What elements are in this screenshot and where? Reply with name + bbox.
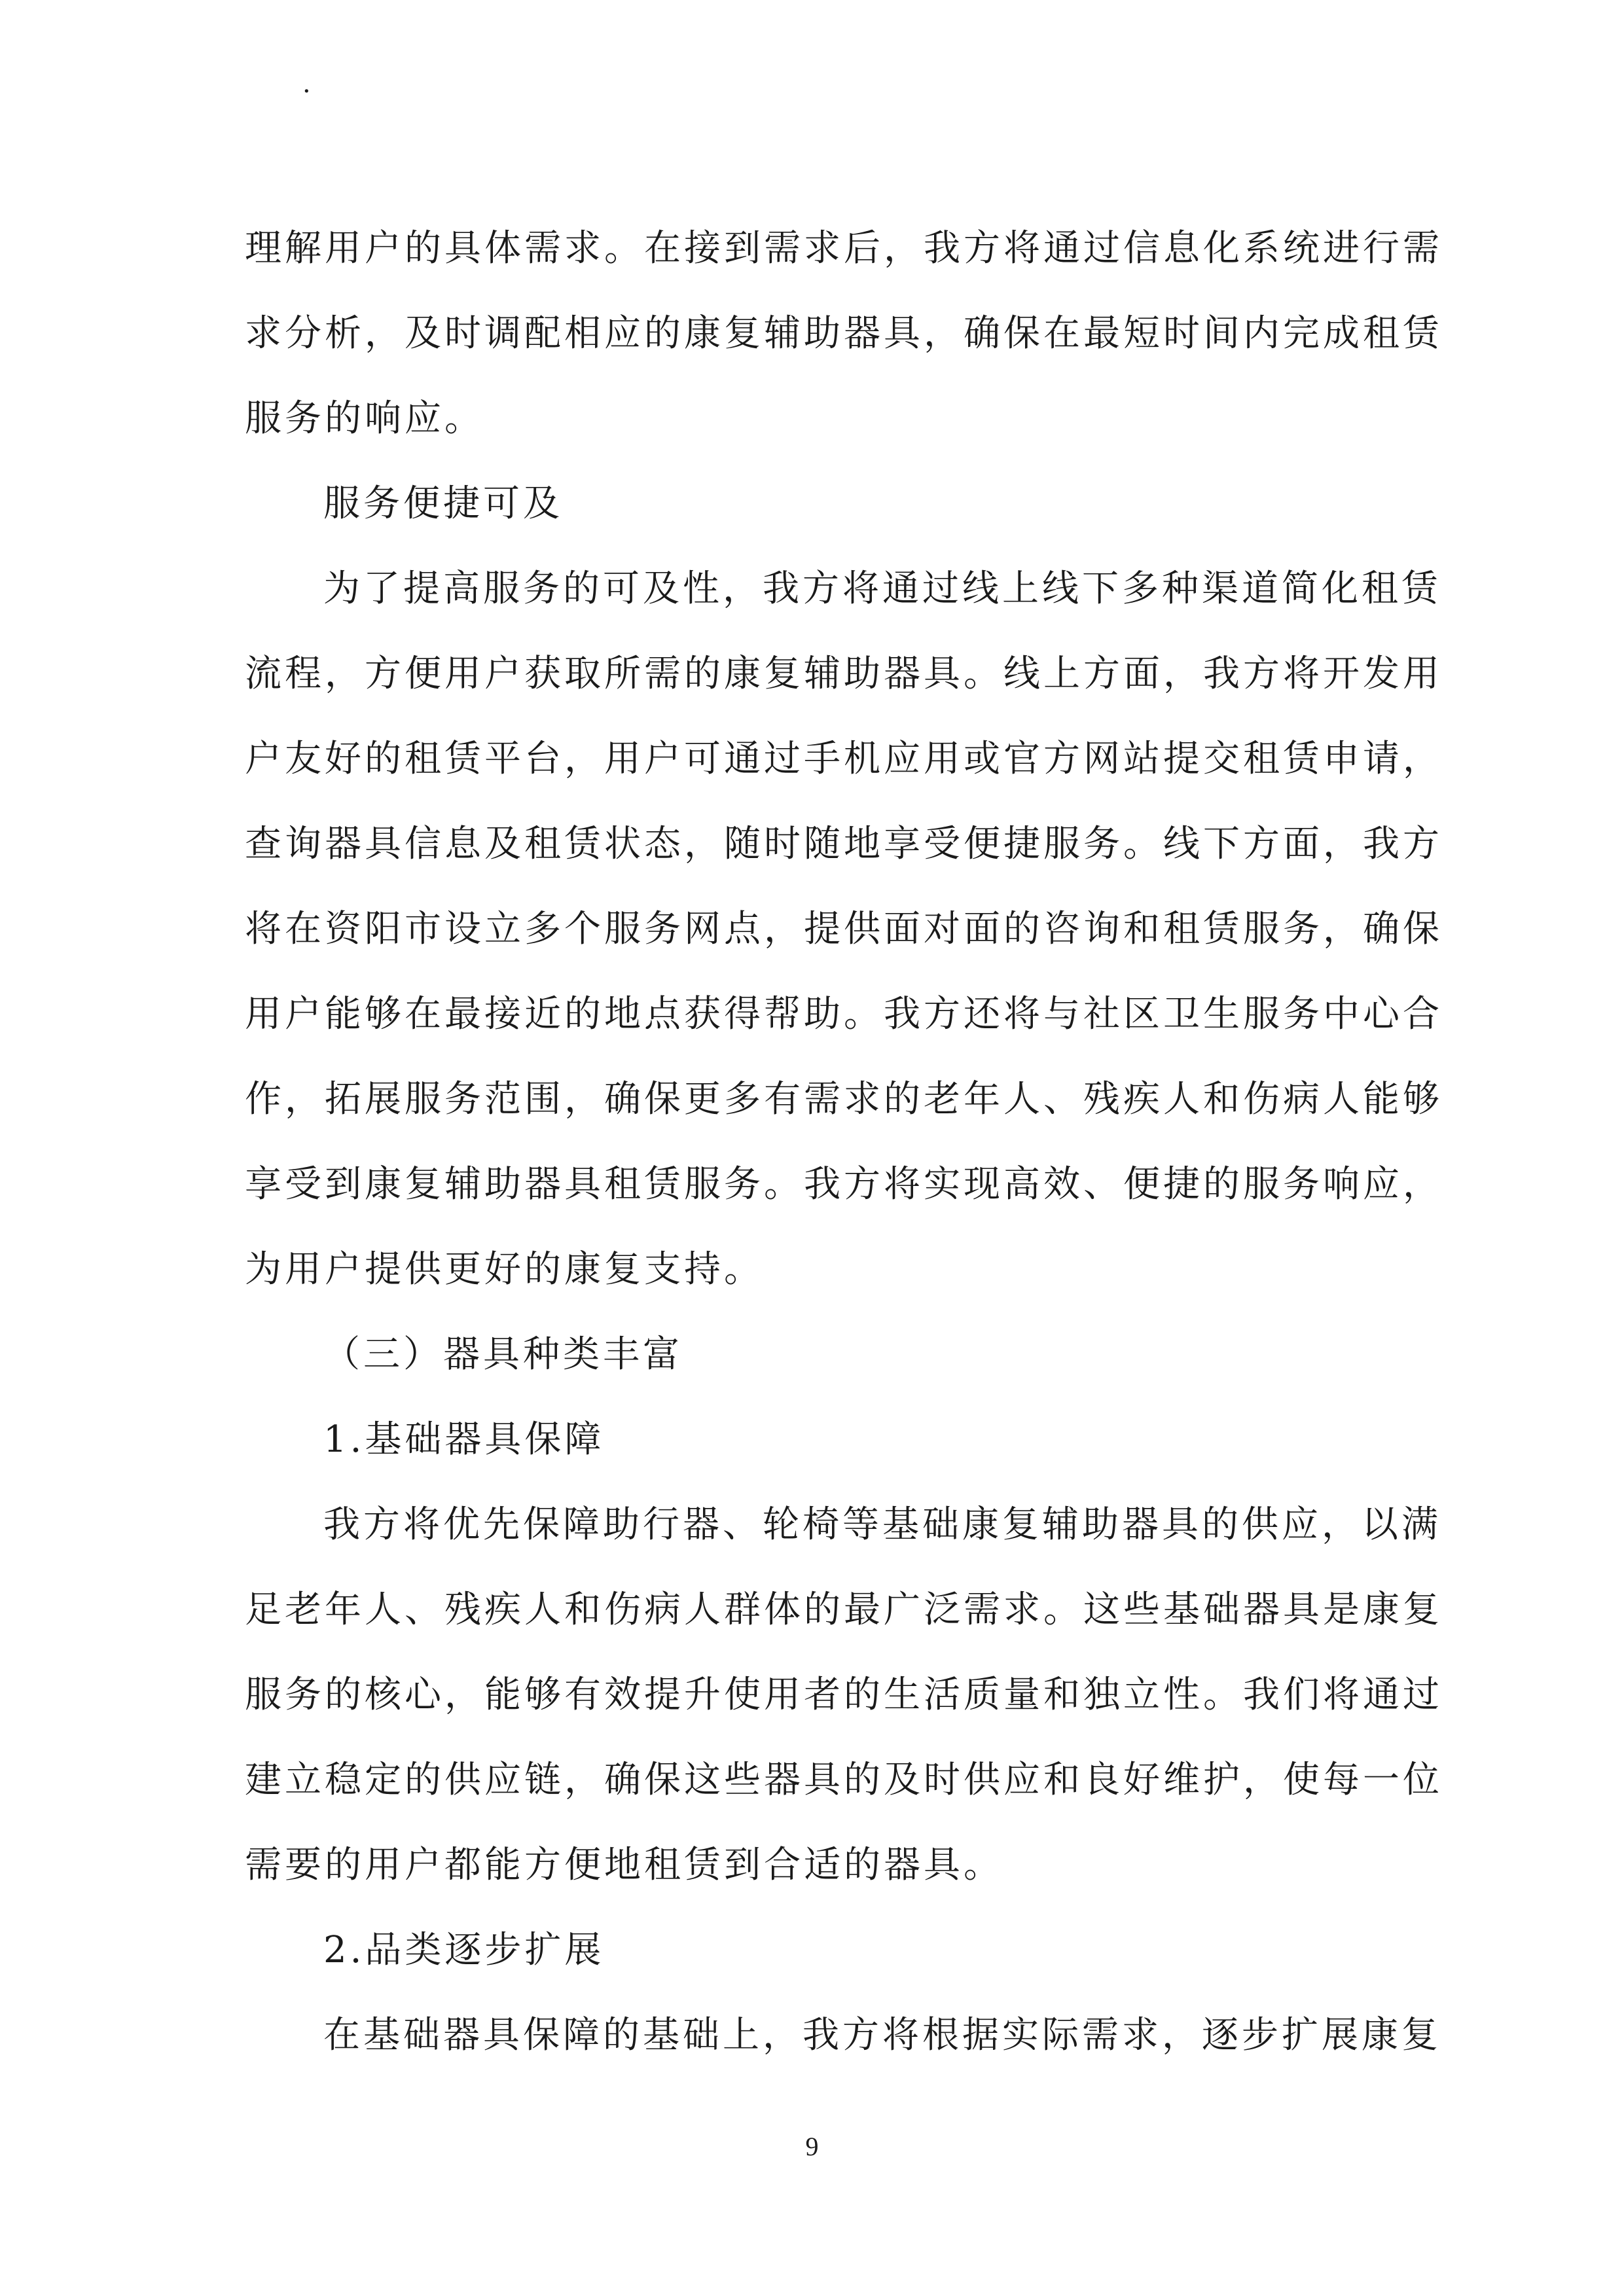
text-line: 求分析，及时调配相应的康复辅助器具，确保在最短时间内完成租赁 <box>245 312 1443 355</box>
text-line: 建立稳定的供应链，确保这些器具的及时供应和良好维护，使每一位 <box>245 1759 1443 1801</box>
text-line: （三）器具种类丰富 <box>323 1333 683 1376</box>
text-line: 户友好的租赁平台，用户可通过手机应用或官方网站提交租赁申请， <box>245 738 1443 780</box>
header-marker: · <box>302 77 311 107</box>
text-line: 服务的核心，能够有效提升使用者的生活质量和独立性。我们将通过 <box>245 1674 1443 1716</box>
text-line: 享受到康复辅助器具租赁服务。我方将实现高效、便捷的服务响应， <box>245 1163 1443 1206</box>
text-line: 需要的用户都能方便地租赁到合适的器具。 <box>245 1844 1003 1886</box>
text-line: 用户能够在最接近的地点获得帮助。我方还将与社区卫生服务中心合 <box>245 993 1443 1035</box>
text-line: 作，拓展服务范围，确保更多有需求的老年人、残疾人和伤病人能够 <box>245 1078 1443 1121</box>
text-line: 在基础器具保障的基础上，我方将根据实际需求，逐步扩展康复 <box>323 2014 1441 2056</box>
text-line: 2.品类逐步扩展 <box>323 1929 605 1971</box>
text-line: 为了提高服务的可及性，我方将通过线上线下多种渠道简化租赁 <box>323 567 1441 610</box>
text-line: 为用户提供更好的康复支持。 <box>245 1248 764 1291</box>
text-line: 足老年人、残疾人和伤病人群体的最广泛需求。这些基础器具是康复 <box>245 1588 1443 1631</box>
text-line: 1.基础器具保障 <box>323 1418 605 1461</box>
text-line: 我方将优先保障助行器、轮椅等基础康复辅助器具的供应，以满 <box>323 1503 1441 1546</box>
text-line: 服务的响应。 <box>245 397 484 440</box>
text-line: 理解用户的具体需求。在接到需求后，我方将通过信息化系统进行需 <box>245 227 1443 270</box>
text-line: 服务便捷可及 <box>323 482 563 525</box>
text-line: 查询器具信息及租赁状态，随时随地享受便捷服务。线下方面，我方 <box>245 823 1443 865</box>
page-number: 9 <box>805 2132 819 2161</box>
text-line: 将在资阳市设立多个服务网点，提供面对面的咨询和租赁服务，确保 <box>245 908 1443 950</box>
text-line: 流程，方便用户获取所需的康复辅助器具。线上方面，我方将开发用 <box>245 653 1443 695</box>
